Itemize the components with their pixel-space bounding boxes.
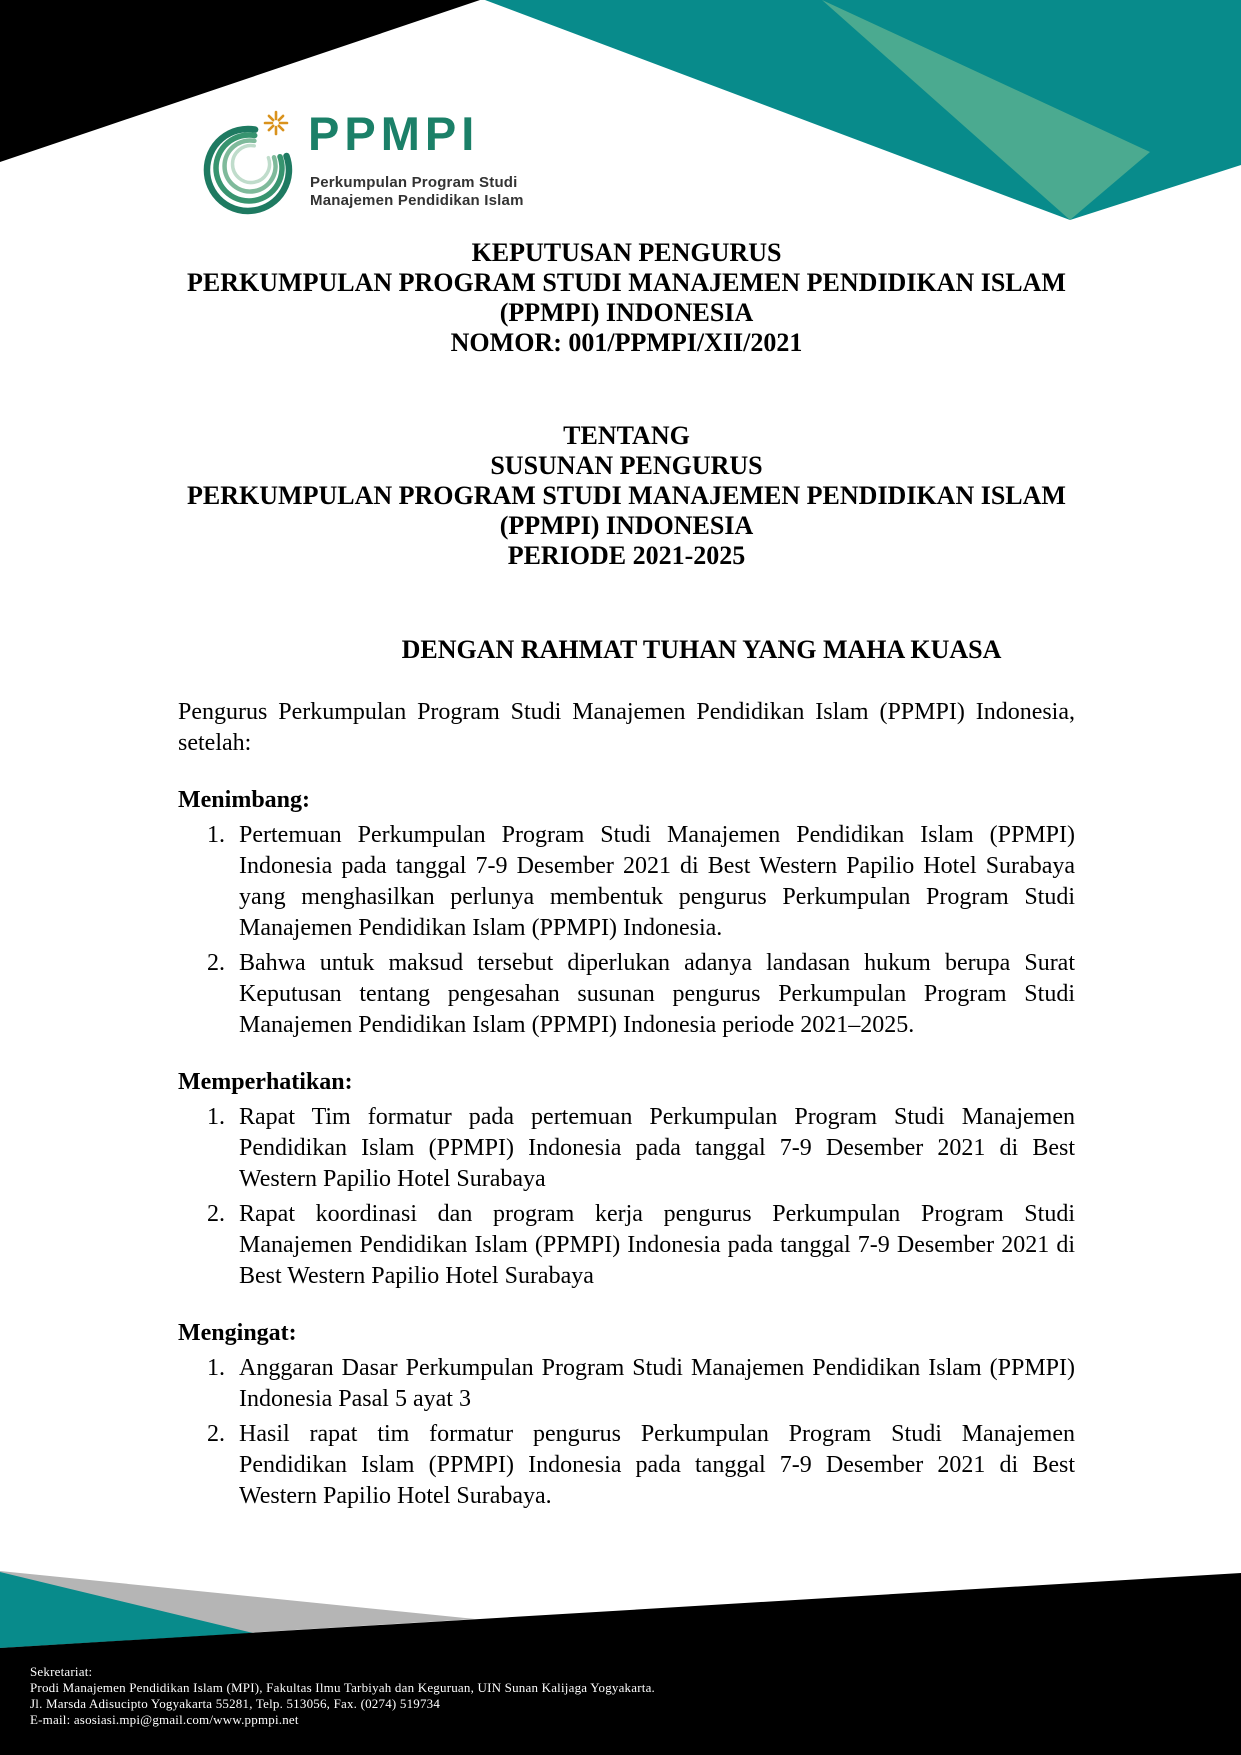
list-item [178,820,1075,944]
title-line: PERKUMPULAN PROGRAM STUDI MANAJEMEN PENDIDIKAN ISLAM [187,268,1066,297]
subject-line: PERIODE 2021-2025 [507,541,746,570]
section-memperhatikan [178,1067,1075,1292]
header-decoration [0,0,1241,232]
list-item [178,1199,1075,1292]
subject-block [178,421,1075,571]
footer-line-email: E-mail: asosiasi.mpi@gmail.com/www.ppmpi.net [30,1712,299,1727]
item-text: Anggaran Dasar Perkumpulan Program Studi Manajemen Pendidikan Islam (PPMPI) Indonesia Pasal 5 ayat 3 [239,1355,1075,1412]
section-heading: Menimbang: [178,787,310,813]
item-number: 1. [207,822,225,848]
footer-line-phone: Jl. Marsda Adisucipto Yogyakarta 55281, Telp. 513056, Fax. (0274) 519734 [30,1696,441,1711]
title-line: NOMOR: 001/PPMPI/XII/2021 [450,328,803,357]
logo-star-icon [265,112,287,134]
item-number: 1. [207,1355,225,1381]
logo-subtitle-line2: Manajemen Pendidikan Islam [310,192,524,209]
footer-label: Sekretariat: [30,1664,93,1679]
footer-secretariat [30,1664,655,1728]
document-title-block [178,238,1075,358]
item-text: Pertemuan Perkumpulan Program Studi Manajemen Pendidikan Islam (PPMPI) Indonesia pada tanggal 7-9 Desember 2021 di Best Western Papilio Hotel Surabaya yang menghasilkan perlunya membentuk pengurus Perkumpulan Program Studi Manajemen Pendidikan Islam (PPMPI) Indonesia. [239,822,1075,941]
title-line: KEPUTUSAN PENGURUS [471,238,782,267]
subject-line: PERKUMPULAN PROGRAM STUDI MANAJEMEN PENDIDIKAN ISLAM [187,481,1066,510]
item-text: Bahwa untuk maksud tersebut diperlukan adanya landasan hukum berupa Surat Keputusan tentang pengesahan susunan pengurus Perkumpulan Program Studi Manajemen Pendidikan Islam (PPMPI) Indonesia periode 2021–2025. [239,950,1075,1038]
list-item [178,1419,1075,1512]
section-heading: Memperhatikan: [178,1069,353,1095]
item-number: 2. [207,1201,225,1227]
logo-subtitle [310,174,524,210]
section-heading: Mengingat: [178,1320,297,1346]
item-text: Rapat koordinasi dan program kerja pengurus Perkumpulan Program Studi Manajemen Pendidikan Islam (PPMPI) Indonesia pada tanggal 7-9 Desember 2021 di Best Western Papilio Hotel Surabaya [239,1201,1075,1289]
section-menimbang [178,785,1075,1041]
footer-line-address: Prodi Manajemen Pendidikan Islam (MPI), Fakultas Ilmu Tarbiyah dan Keguruan, UIN Sunan Kalijaga Yogyakarta. [30,1680,655,1695]
subject-line: SUSUNAN PENGURUS [490,451,763,480]
list-item [178,1353,1075,1415]
section-mengingat [178,1318,1075,1512]
ppmpi-logo [200,98,580,223]
list-item [178,948,1075,1041]
title-line: (PPMPI) INDONESIA [499,298,754,327]
logo-mark-icon [200,106,304,218]
subject-line: TENTANG [563,421,690,450]
item-text: Rapat Tim formatur pada pertemuan Perkumpulan Program Studi Manajemen Pendidikan Islam (PPMPI) Indonesia pada tanggal 7-9 Desember 2021 di Best Western Papilio Hotel Surabaya [239,1104,1075,1192]
logo-subtitle-line1: Perkumpulan Program Studi [310,174,518,191]
logo-acronym: PPMPI [308,107,480,160]
item-number: 2. [207,950,225,976]
item-number: 1. [207,1104,225,1130]
document-content [178,238,1075,1512]
list-item [178,1102,1075,1195]
item-number: 2. [207,1421,225,1447]
invocation-heading: DENGAN RAHMAT TUHAN YANG MAHA KUASA [401,635,1002,664]
logo-arc-inner [233,146,270,183]
opening-paragraph: Pengurus Perkumpulan Program Studi Manajemen Pendidikan Islam (PPMPI) Indonesia, setelah: [178,699,1075,756]
item-text: Hasil rapat tim formatur pengurus Perkumpulan Program Studi Manajemen Pendidikan Islam (PPMPI) Indonesia pada tanggal 7-9 Desember 2021 di Best Western Papilio Hotel Surabaya. [239,1421,1075,1509]
subject-line: (PPMPI) INDONESIA [499,511,754,540]
